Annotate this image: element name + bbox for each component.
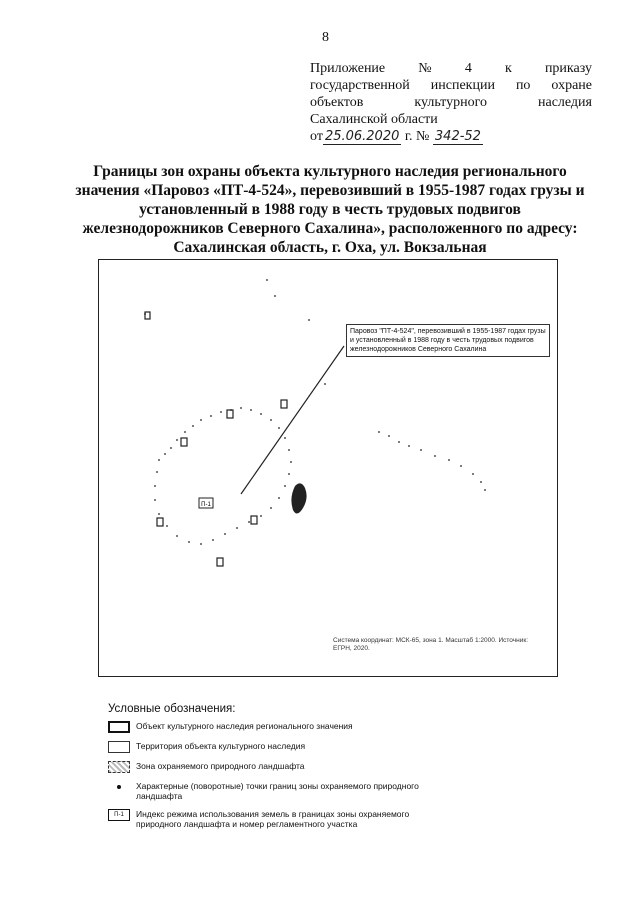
appendix-word: государственной <box>310 78 410 93</box>
appendix-word: объектов <box>310 95 364 110</box>
legend-item-label: Зона охраняемого природного ландшафта <box>136 761 305 771</box>
heritage-territory-symbol <box>108 741 130 753</box>
zone-boundary-dots <box>144 279 486 545</box>
object-callout: Паровоз "ПТ-4-524", перевозивший в 1955-1987 годах грузы и установленный в 1988 году в честь трудовых подвигов железнодорожников Северного Сахалина <box>346 324 550 357</box>
from-label: от <box>310 129 323 144</box>
appendix-line-1 <box>310 60 592 77</box>
legend-item-label: Индекс режима использования земель в границах зоны охраняемого природного ландшафта и номер регламентного участка <box>136 809 410 829</box>
legend-item <box>108 781 508 801</box>
appendix-word: 4 <box>464 61 472 76</box>
protected-landscape-zone-symbol <box>108 761 130 773</box>
appendix-word: Приложение <box>310 61 386 76</box>
page-number: 8 <box>322 30 329 45</box>
appendix-word: наследия <box>537 95 592 110</box>
boundary-point-symbol <box>108 781 130 793</box>
legend-item <box>108 721 508 733</box>
locomotive-object-shape <box>291 483 306 513</box>
boundary-point-markers <box>145 312 287 566</box>
appendix-word: № <box>418 61 432 76</box>
zone-index-label: П-1 <box>201 502 211 508</box>
callout-leader-line <box>241 346 344 494</box>
legend-item <box>108 809 508 829</box>
appendix-word: по <box>515 78 531 93</box>
legend-item-label: Характерные (поворотные) точки границ зоны охраняемого природного ландшафта <box>136 781 419 801</box>
handwritten-number: 342-52 <box>434 129 481 144</box>
legend-item <box>108 741 508 753</box>
legend-title: Условные обозначения: <box>108 703 236 715</box>
zone-index-symbol: П-1 <box>108 809 130 821</box>
document-title: Границы зон охраны объекта культурного наследия регионального значения «Паровоз «ПТ-4-524», перевозивший в 1955-1987 годах грузы и установленный в 1988 году в честь трудовых подвигов железнодорожников Северного Сахалина», расположенного по адресу: Сахалинская область, г. Оха, ул. Вокзальная <box>75 163 585 256</box>
appendix-line-3 <box>310 94 592 111</box>
appendix-word: инспекции <box>430 78 495 93</box>
appendix-word: к <box>504 61 512 76</box>
appendix-word: приказу <box>544 61 592 76</box>
appendix-word: охране <box>551 78 592 93</box>
legend-item-label: Объект культурного наследия регионального значения <box>136 721 353 731</box>
handwritten-date: 25.06.2020 <box>324 129 400 144</box>
appendix-word: культурного <box>414 95 488 110</box>
map-frame <box>98 259 558 677</box>
appendix-date-line <box>310 128 592 145</box>
legend-item <box>108 761 508 773</box>
appendix-header <box>310 60 592 145</box>
number-label: г. № <box>404 129 430 144</box>
map-note: Система координат: МСК-65, зона 1. Масштаб 1:2000. Источник: ЕГРН, 2020. <box>333 637 528 652</box>
appendix-line-4: Сахалинской области <box>310 112 438 127</box>
map-drawing <box>99 260 557 676</box>
legend <box>108 703 508 837</box>
legend-item-label: Территория объекта культурного наследия <box>136 741 306 751</box>
heritage-object-symbol <box>108 721 130 733</box>
appendix-line-2 <box>310 77 592 94</box>
